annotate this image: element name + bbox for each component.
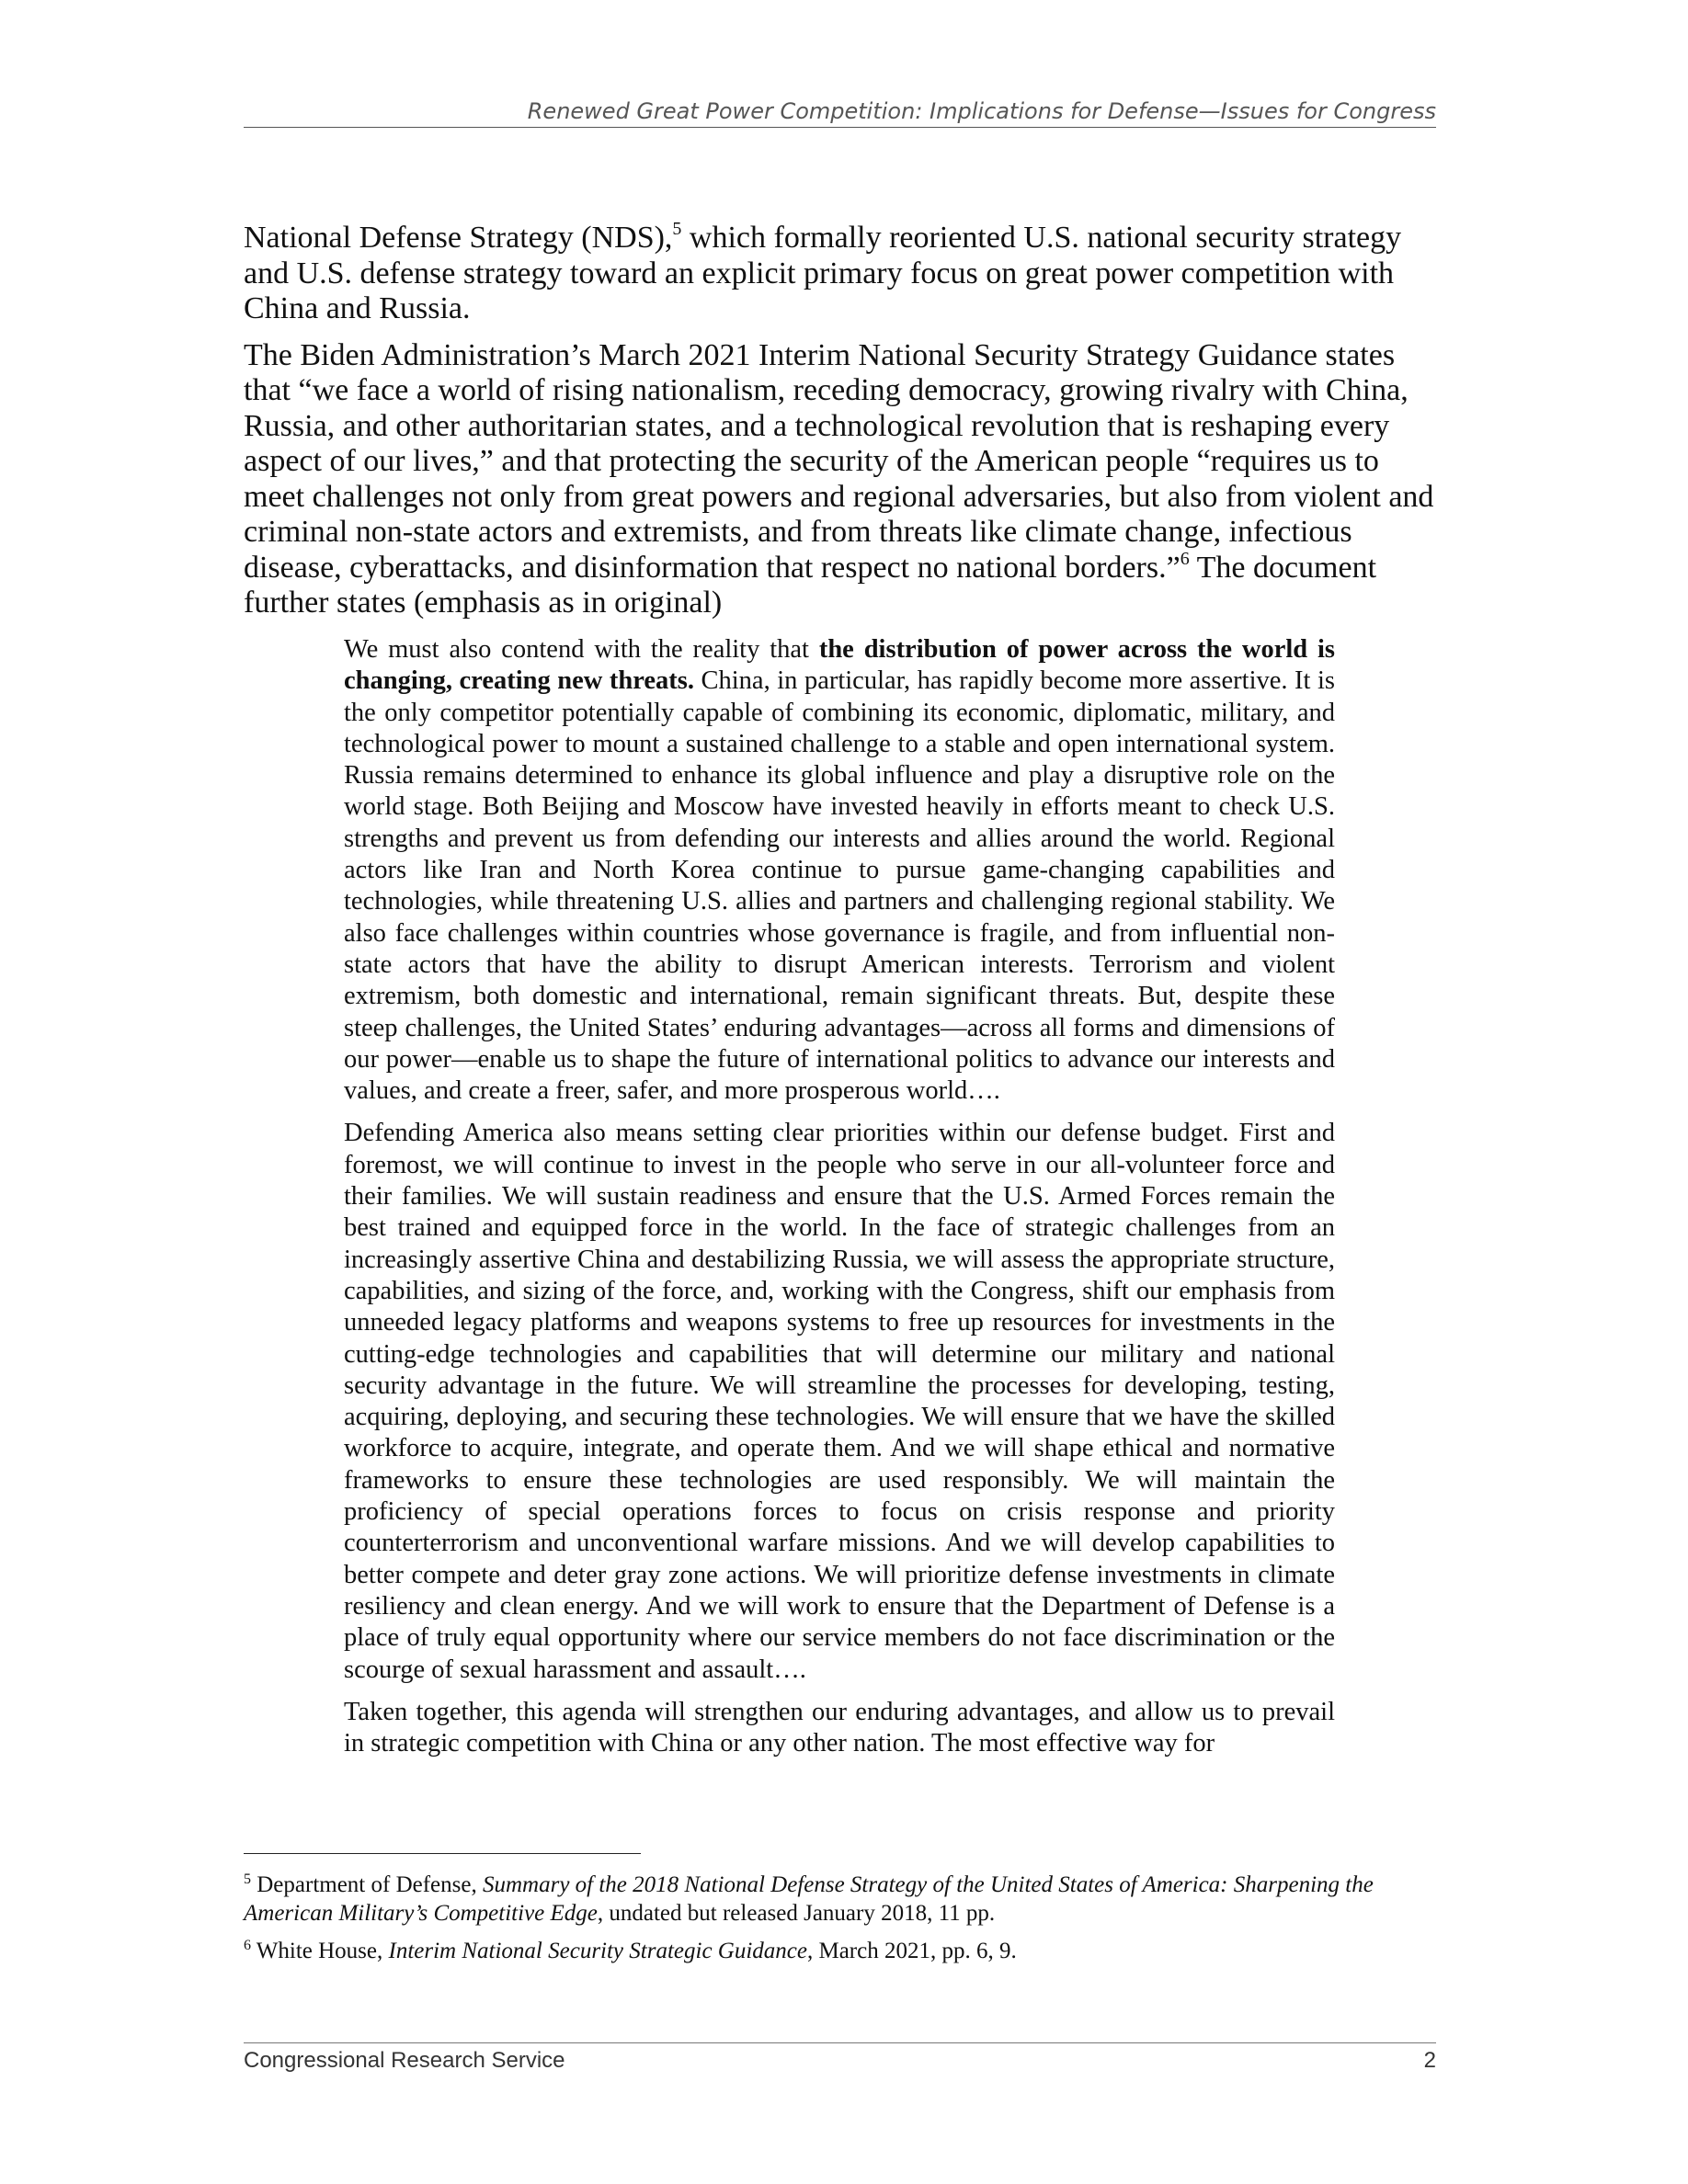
footnote-ref-5[interactable]: 5 [672,219,682,239]
footnote-title: Interim National Security Strategic Guidance [388,1939,807,1963]
footnote-number: 5 [244,1871,251,1887]
footnote-5 [244,1871,1436,1928]
quote-paragraph-2: Defending America also means setting clear priorities within our defense budget. First and foremost, we will continue to invest in the people who serve in our all-volunteer force and their families. We will sustain readiness and ensure that the U.S. Armed Forces remain the best trained and equipped force in the world. In the face of strategic challenges from an increasingly assertive China and destabilizing Russia, we will assess the appropriate structure, capabilities, and sizing of the force, and, working with the Congress, shift our emphasis from unneeded legacy platforms and weapons systems to free up resources for investments in the cutting-edge technologies and capabilities that will determine our military and national security advantage in the future. We will streamline the processes for developing, testing, acquiring, deploying, and securing these technologies. We will ensure that we have the skilled workforce to acquire, integrate, and operate them. And we will shape ethical and normative frameworks to ensure these technologies are used responsibly. We will maintain the proficiency of special operations forces to focus on crisis response and priority counterterrorism and unconventional warfare missions. And we will develop capabilities to better compete and deter gray zone actions. We will prioritize defense investments in climate resiliency and clean energy. And we will work to ensure that the Department of Defense is a place of truly equal opportunity where our service members do not face discrimination or the scourge of sexual harassment and assault…. [344,1119,1335,1684]
body-text-span: The Biden Administration’s March 2021 Interim National Security Strategy Guidance states that “we face a world of rising nationalism, receding democracy, growing rivalry with China, Russia, and other authoritarian states, and a technological revolution that is reshaping every aspect of our lives,” and that protecting the security of the American people “requires us to meet challenges not only from great powers and regional adversaries, but also from violent and criminal non-state actors and extremists, and from threats like climate change, infectious disease, cyberattacks, and disinformation that respect no national borders.” [244,337,1434,585]
quote-paragraph-1 [344,634,1335,1107]
footer-divider [244,2042,1436,2043]
header-divider [244,127,1436,128]
quote-emphasis: the distribution of power across the world is changing, creating new threats. [344,635,1336,696]
quote-paragraph-3: Taken together, this agenda will strengthen our enduring advantages, and allow us to prevail in strategic competition with China or any other nation. The most effective way for [344,1697,1335,1758]
quote-text: We must also contend with the reality that [344,635,819,664]
quote-text: China, in particular, has rapidly become more assertive. It is the only competitor potentially capable of combining its economic, diplomatic, military, and technological power to mount a sustained challenge to a stable and open international system. Russia remains determined to enhance its global influence and play a disruptive role on the world stage. Both Beijing and Moscow have invested heavily in efforts meant to check U.S. strengths and prevent us from defending our interests and allies around the world. Regional actors like Iran and North Korea continue to pursue game-changing capabilities and technologies, while threatening U.S. allies and partners and challenging regional stability. We also face challenges within countries whose governance is fragile, and from influential non-state actors that have the ability to disrupt American interests. Terrorism and violent extremism, both domestic and international, remain significant threats. But, despite these steep challenges, the United States’ enduring advantages—across all forms and dimensions of our power—enable us to shape the future of international politics to advance our interests and values, and create a freer, safer, and more prosperous world…. [344,666,1336,1106]
footnote-ref-6[interactable]: 6 [1180,548,1190,569]
body-paragraph-biden [244,338,1436,621]
body-text-span: which formally reoriented U.S. national security strategy and U.S. defense strategy toward an explicit primary focus on great power competition with China and Russia. [244,221,1402,325]
footnote-6 [244,1937,1436,1965]
footer-org: Congressional Research Service [244,2048,565,2073]
footnote-text: White House, [251,1939,389,1963]
footnote-text: , March 2021, pp. 6, 9. [806,1939,1017,1963]
body-text-span: National Defense Strategy (NDS), [244,221,673,255]
body-text [244,221,1436,632]
footnote-title: Summary of the 2018 National Defense Strategy of the United States of America: Sharpening the American Military’s Competitive Edge [244,1872,1374,1926]
footnote-divider [244,1853,641,1854]
footnote-number: 6 [244,1938,251,1953]
page-number: 2 [1423,2048,1436,2073]
footnotes [244,1871,1436,1974]
footnote-text: Department of Defense, [251,1872,483,1897]
body-text-span: The document further states (emphasis as in original) [244,550,1377,620]
block-quote [344,634,1335,1770]
running-header: Renewed Great Power Competition: Implications for Defense—Issues for Congress [527,98,1436,124]
body-paragraph-nds [244,221,1436,327]
footnote-text: , undated but released January 2018, 11 pp. [597,1901,996,1926]
